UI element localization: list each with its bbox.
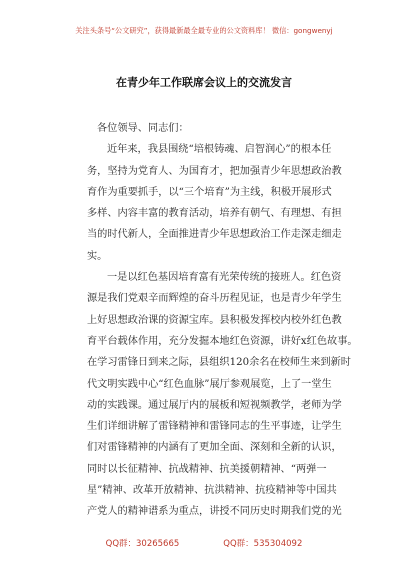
- paragraph-line: 在学习雷锋日到来之际，县组织120余名在校师生来到新时: [87, 357, 351, 369]
- paragraph-line: 实。: [87, 250, 108, 262]
- paragraph-line: 当的时代新人，全面推进青少年思想政治工作走深走细走: [87, 229, 342, 241]
- paragraph-line: 同时以长征精神、抗战精神、抗美援朝精神、“两弹一: [87, 463, 327, 475]
- paragraph-line: 们对雷锋精神的内涵有了更加全面、深刻和全新的认识，: [87, 442, 342, 454]
- paragraph-line: 代文明实践中心“红色血脉”展厅参观展览，上了一堂生: [87, 378, 332, 390]
- document-body: [87, 118, 358, 523]
- footer-contacts: [0, 537, 408, 549]
- paragraph-line: 上好思想政治课的资源宝库。县积极发挥校内校外红色教: [87, 314, 342, 326]
- paragraph-line: 产党人的精神谱系为重点，讲授不同历史时期我们党的光: [87, 506, 342, 518]
- paragraph-line: 育平台载体作用，充分发掘本地红色资源，讲好x红色故事。: [87, 335, 358, 347]
- paragraph-line: 近年来，我县围绕“培根铸魂、启智润心”的根本任: [107, 144, 332, 156]
- paragraph-line: 务，坚持为党育人、为国育才，把加强青少年思想政治教: [87, 165, 342, 177]
- salutation-line: 各位领导、同志们：: [97, 123, 189, 134]
- paragraph-line: 育作为重要抓手，以“三个培育”为主线，积极开展形式: [87, 186, 332, 198]
- paragraph-line: 一是以红色基因培育富有光荣传统的接班人。红色资: [107, 272, 342, 284]
- paragraph-line: 动的实践课。通过展厅内的展板和短视频教学，老师为学: [87, 399, 342, 411]
- qq-group-1: QQ群：30265665: [105, 539, 180, 549]
- paragraph-line: 源是我们党艰辛而辉煌的奋斗历程见证，也是青少年学生: [87, 293, 342, 305]
- qq-group-2: QQ群：535304092: [223, 539, 303, 549]
- paragraph-line: 星”精神、改革开放精神、抗洪精神、抗疫精神等中国共: [87, 485, 337, 497]
- paragraph-line: 多样、内容丰富的教育活动，培养有朝气、有理想、有担: [87, 208, 342, 220]
- header-notice: 关注头条号“公文研究”，获得最新最全最专业的公文资料库！ 微信：gongwenyj: [75, 26, 333, 35]
- paragraph-line: 生们详细讲解了雷锋精神和雷锋同志的生平事迹，让学生: [87, 421, 342, 433]
- document-title: 在青少年工作联席会议上的交流发言: [116, 76, 292, 89]
